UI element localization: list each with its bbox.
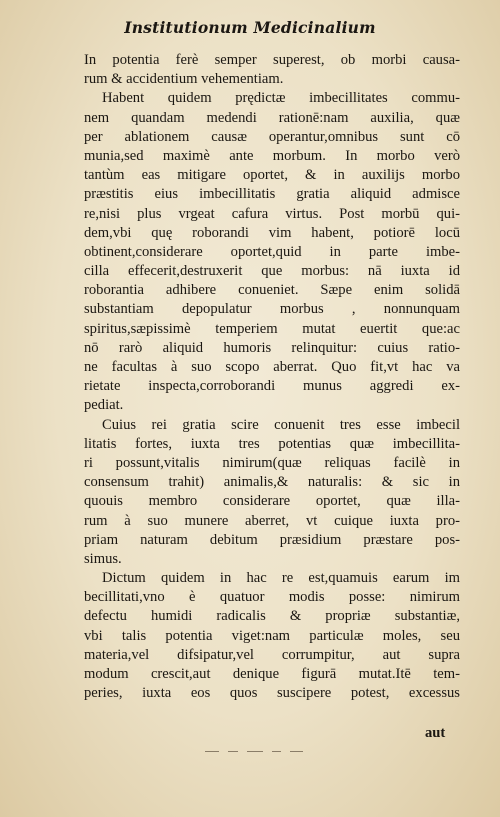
text-line: vbi talis potentia viget:nam particulæ moles, seu — [84, 627, 460, 644]
text-line: pediat. — [84, 397, 124, 414]
text-line: ne facultas à suo scopo aberrat. Quo fit,vt hac va — [84, 359, 460, 375]
text-line: tantùm eas mitigare oportet, & in auxilijs morbo — [84, 167, 460, 184]
text-line: rum & accidentium vehementiam. — [84, 71, 284, 88]
text-line: Habent quidem prędictæ imbecillitates commu- — [102, 90, 460, 107]
text-line: nō rarò aliquid humoris relinquitur: cuius ratio- — [84, 339, 460, 356]
text-line: rum à suo munere aberret, vt cuique iuxta pro- — [84, 512, 460, 529]
text-line: simus. — [84, 550, 122, 567]
text-line: dem,vbi quę roborandi vim habent, potiorē locū — [84, 224, 460, 241]
text-line: spiritus,sæpissimè temperiem mutat euertit que:ac — [84, 320, 460, 337]
text-line: Dictum quidem in hac re est,quamuis earum im — [102, 570, 460, 587]
text-line: priam naturam debitum præsidium præstare pos- — [84, 531, 460, 548]
text-line: obtinent,considerare oportet,quid in parte imbe- — [84, 243, 460, 260]
body-text — [84, 51, 460, 703]
text-line: quouis membro considerare oportet, quæ illa- — [84, 493, 460, 510]
text-line: consensum trahit) animalis,& naturalis: & sic in — [84, 474, 460, 491]
text-line: nem quandam medendi rationē:nam auxilia, quæ — [84, 109, 460, 126]
text-line: modum crescit,aut denique figurā mutat.Itē tem- — [84, 666, 460, 682]
text-line: In potentia ferè semper superest, ob morbi causa- — [84, 52, 460, 68]
text-line: substantiam depopulatur morbus , nonnunquam — [84, 301, 460, 318]
text-line: becillitati,vno è quatuor modis posse: nimirum — [84, 589, 460, 606]
text-line: cilla effecerit,destruxerit que morbus: nā iuxta id — [84, 263, 460, 280]
text-line: litatis fortes, iuxta tres potentias quæ imbecillita- — [84, 435, 460, 452]
text-line: Cuius rei gratia scire conuenit tres esse imbecil — [102, 416, 460, 433]
text-line: peries, iuxta eos quos suscipere potest, excessus — [84, 685, 460, 702]
running-head: Institutionum Medicinalium — [124, 18, 376, 37]
text-line: munia,sed maximè ante morbum. In morbo verò — [84, 147, 460, 164]
text-line: rietate inspecta,corroborandi munus aggredi ex- — [84, 378, 460, 395]
text-line: per ablationem causæ operantur,omnibus sunt cō — [84, 128, 460, 145]
text-line: materia,vel difsipatur,vel corrumpitur, aut supra — [84, 646, 460, 663]
text-line: defectu humidi radicalis & propriæ substantiæ, — [84, 608, 460, 625]
text-line: roborantia adhibere conueniet. Sæpe enim solidā — [84, 282, 460, 299]
text-line: ri possunt,vitalis nimirum(quæ reliquas facilè in — [84, 454, 460, 471]
text-line: re,nisi plus vrgeat cafura virtus. Post morbū qui- — [84, 205, 460, 222]
text-line: præstitis eius imbecillitatis gratia aliquid admisce — [84, 186, 460, 203]
catchword: aut — [425, 725, 446, 741]
footer-rule — [205, 742, 315, 750]
